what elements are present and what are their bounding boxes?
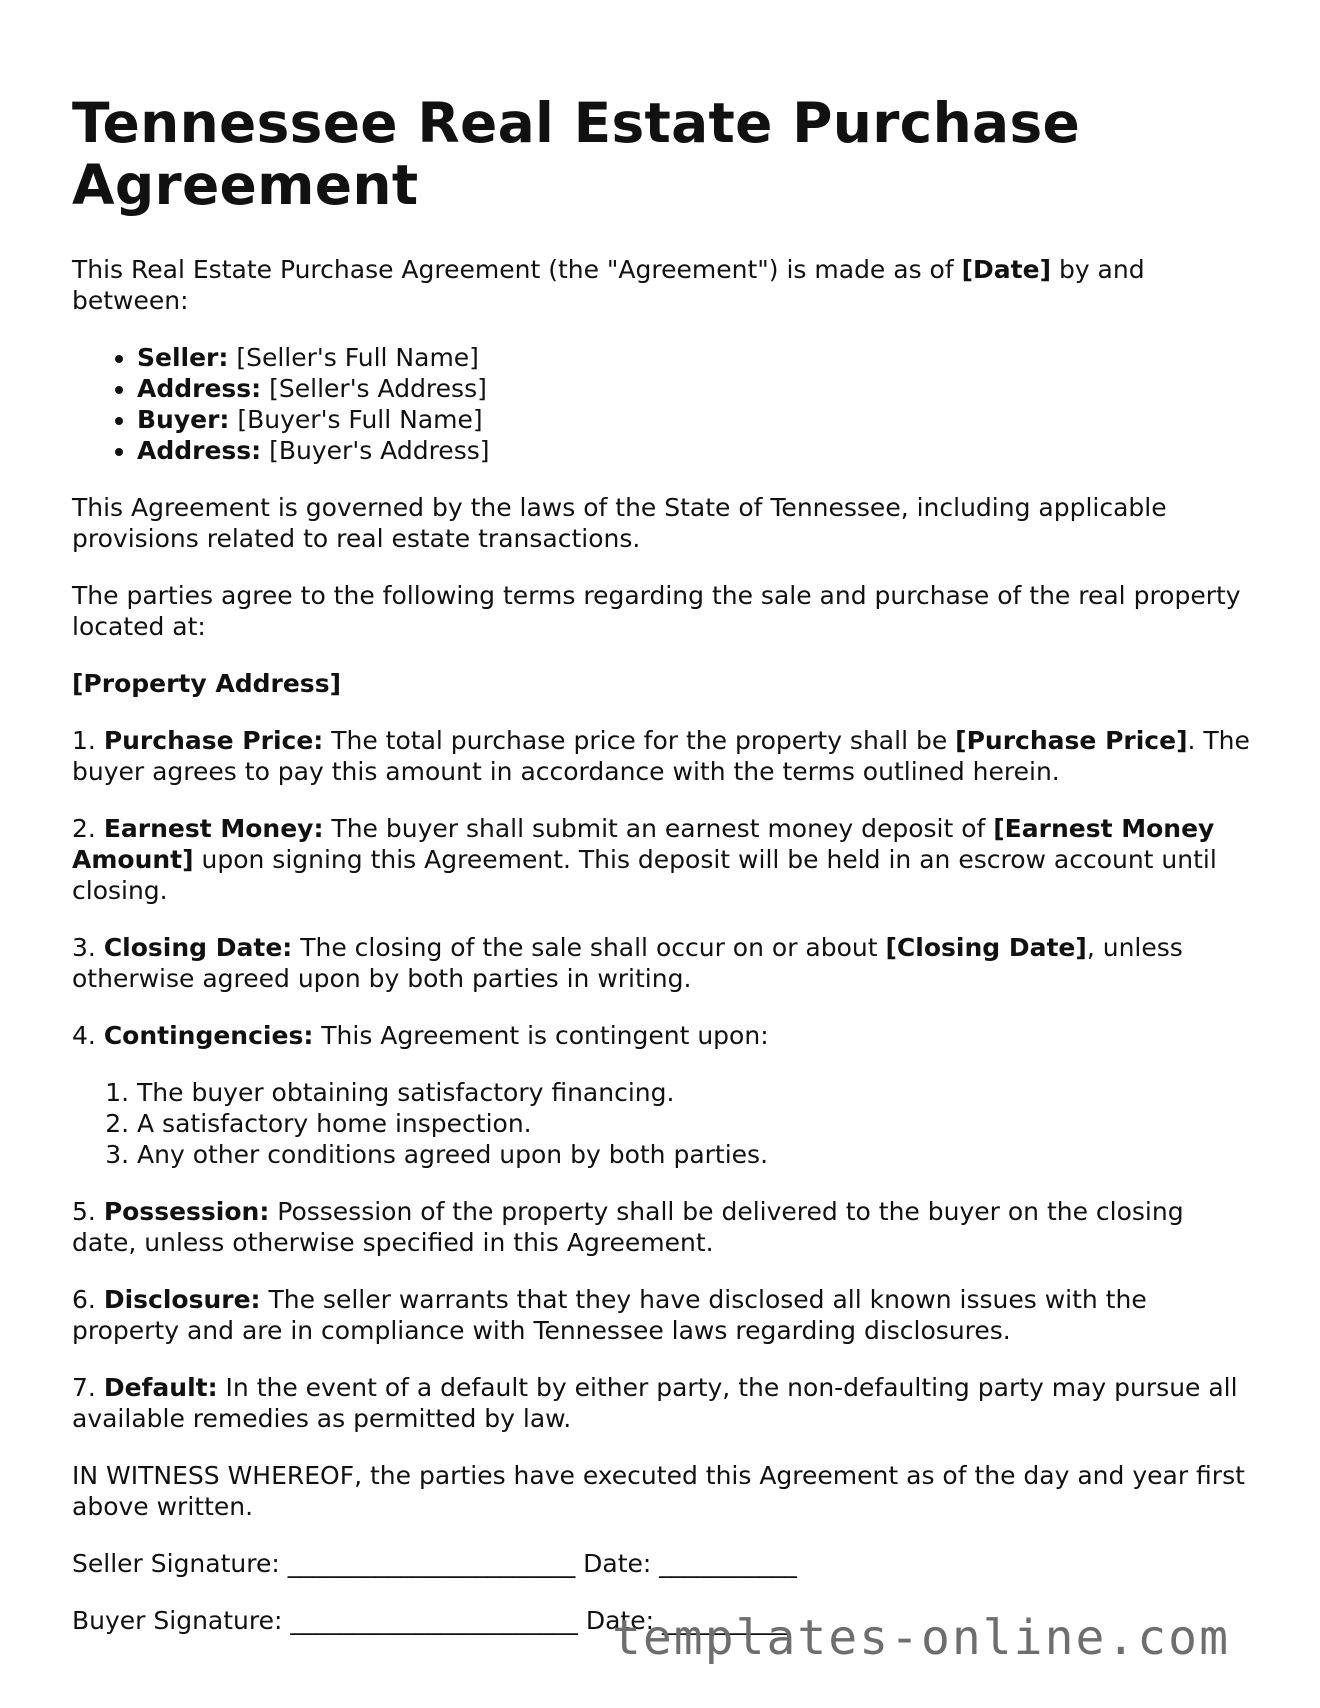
document-title: Tennessee Real Estate Purchase Agreement [72, 91, 1081, 217]
section-text: , unless otherwise agreed upon by both parties in writing. [72, 933, 1183, 993]
section-label: Disclosure: [103, 1285, 261, 1314]
section-text: The closing of the sale shall occur on or about [292, 933, 886, 962]
section-label: Possession: [103, 1197, 270, 1226]
party-value: [Buyer's Address] [261, 436, 490, 465]
intro-date-placeholder: [Date] [961, 255, 1051, 284]
section-number: 7. [72, 1373, 104, 1402]
section-disclosure [72, 1284, 1252, 1346]
witness-paragraph: IN WITNESS WHEREOF, the parties have executed this Agreement as of the day and year first above written. [72, 1461, 1245, 1521]
intro-text: This Real Estate Purchase Agreement (the "Agreement") is made as of [72, 255, 962, 284]
contingency-item: 2. A satisfactory home inspection. [137, 1108, 1252, 1139]
section-number: 6. [72, 1285, 104, 1314]
watermark: templates-online.com [612, 1610, 1230, 1666]
section-text: upon signing this Agreement. This deposit will be held in an escrow account until closing. [72, 845, 1217, 905]
section-text: Possession of the property shall be delivered to the buyer on the closing date, unless otherwise specified in this Agreement. [72, 1197, 1184, 1257]
section-label: Closing Date: [103, 933, 293, 962]
section-number: 3. [72, 933, 104, 962]
party-value: [Seller's Full Name] [228, 343, 479, 372]
buyer-signature-line[interactable]: Buyer Signature: _______________________ Date: __________ [72, 1606, 787, 1635]
section-closing-date [72, 932, 1252, 994]
contingency-item: 3. Any other conditions agreed upon by both parties. [137, 1139, 1252, 1170]
purchase-price-placeholder: [Purchase Price] [955, 726, 1188, 755]
section-label: Earnest Money: [103, 814, 324, 843]
party-buyer-name [137, 404, 1252, 435]
section-text: In the event of a default by either party, the non-defaulting party may pursue all available remedies as permitted by law. [72, 1373, 1238, 1433]
section-number: 4. [72, 1021, 104, 1050]
party-value: [Seller's Address] [261, 374, 487, 403]
section-text: The seller warrants that they have disclosed all known issues with the property and are in compliance with Tennessee laws regarding disclosures. [72, 1285, 1147, 1345]
earnest-money-placeholder: [Earnest Money Amount] [72, 814, 1215, 874]
terms-intro-paragraph: The parties agree to the following terms regarding the sale and purchase of the real property located at: [72, 581, 1241, 641]
governing-law-paragraph: This Agreement is governed by the laws of the State of Tennessee, including applicable provisions related to real estate transactions. [72, 493, 1167, 553]
document-page [72, 92, 1252, 1662]
section-purchase-price [72, 725, 1252, 787]
parties-list [72, 342, 1252, 466]
party-label: Address: [137, 374, 262, 403]
seller-signature-line[interactable]: Seller Signature: _______________________ Date: ___________ [72, 1549, 797, 1578]
closing-date-placeholder: [Closing Date] [885, 933, 1087, 962]
section-text: The buyer shall submit an earnest money deposit of [323, 814, 994, 843]
party-label: Buyer: [137, 405, 230, 434]
contingencies-list [72, 1077, 1252, 1170]
section-text: . The buyer agrees to pay this amount in accordance with the terms outlined herein. [72, 726, 1250, 786]
section-possession [72, 1196, 1252, 1258]
section-label: Default: [103, 1373, 218, 1402]
contingency-item: 1. The buyer obtaining satisfactory financing. [137, 1077, 1252, 1108]
section-default [72, 1372, 1252, 1434]
property-address [72, 668, 1252, 699]
party-value: [Buyer's Full Name] [229, 405, 483, 434]
intro-paragraph [72, 254, 1252, 316]
party-label: Address: [137, 436, 262, 465]
intro-text-end: by and between: [72, 255, 1145, 315]
party-seller-address [137, 373, 1252, 404]
section-contingencies [72, 1020, 1252, 1051]
property-address-placeholder: [Property Address] [72, 669, 341, 698]
section-text: This Agreement is contingent upon: [313, 1021, 769, 1050]
section-label: Purchase Price: [103, 726, 324, 755]
section-label: Contingencies: [103, 1021, 314, 1050]
section-number: 1. [72, 726, 104, 755]
section-text: The total purchase price for the property shall be [323, 726, 956, 755]
party-seller-name [137, 342, 1252, 373]
section-earnest-money [72, 813, 1252, 906]
section-number: 5. [72, 1197, 104, 1226]
party-label: Seller: [137, 343, 229, 372]
section-number: 2. [72, 814, 104, 843]
party-buyer-address [137, 435, 1252, 466]
